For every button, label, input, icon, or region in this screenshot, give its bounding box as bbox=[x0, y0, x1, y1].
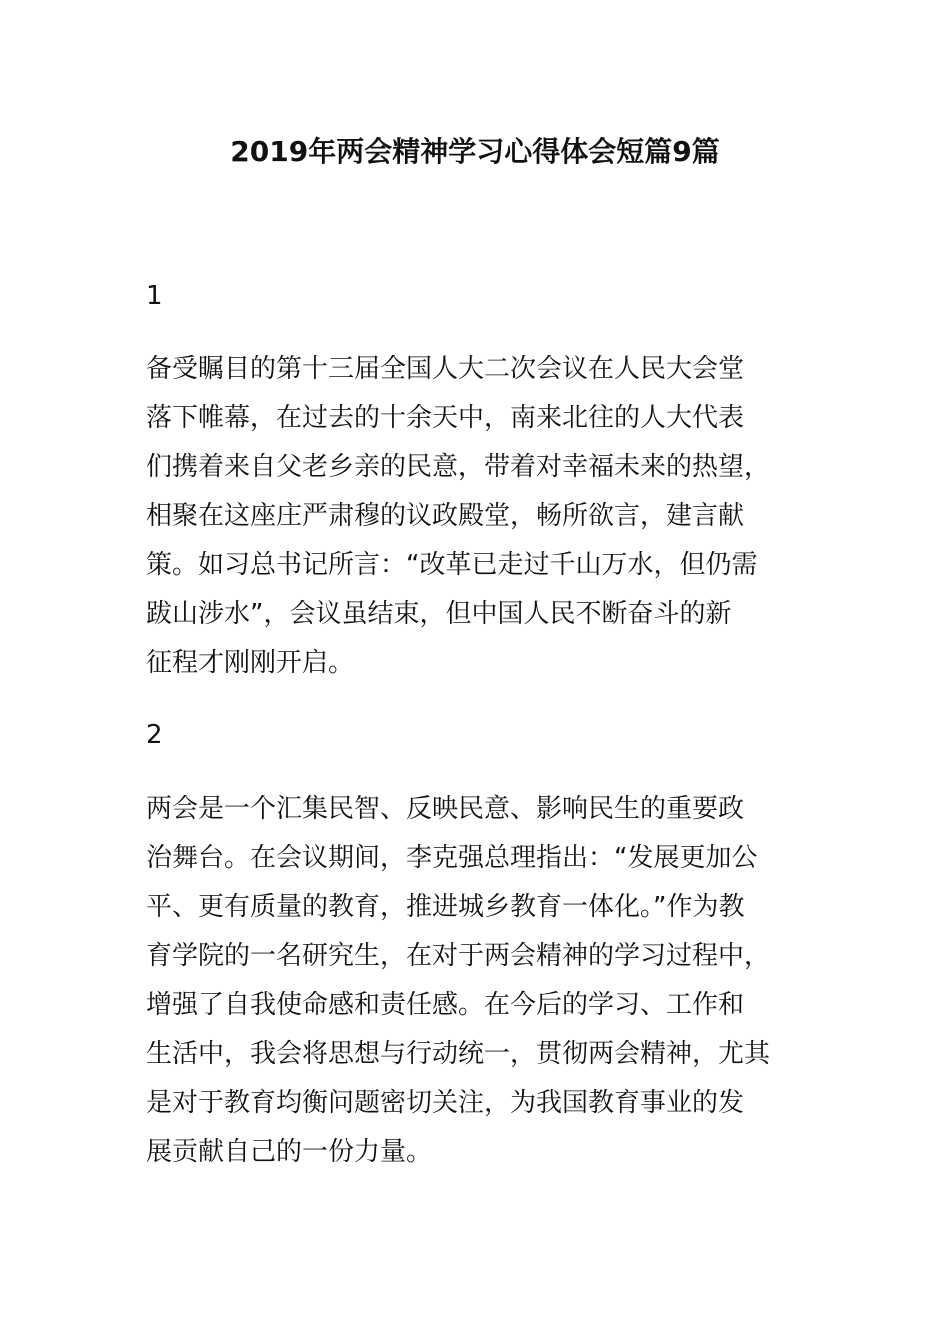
text-line: 两会是一个汇集民智、反映民意、影响民生的重要政 bbox=[146, 794, 745, 824]
section-number: 2 bbox=[146, 720, 163, 750]
text-line: 备受瞩目的第十三届全国人大二次会议在人民大会堂 bbox=[146, 354, 745, 384]
section-1-body bbox=[146, 345, 810, 688]
section-2-number-block bbox=[146, 715, 810, 755]
text-line: 平、更有质量的教育，推进城乡教育一体化。”作为教 bbox=[146, 892, 745, 922]
section-1-number-block bbox=[146, 276, 810, 316]
text-line: 们携着来自父老乡亲的民意，带着对幸福未来的热望， bbox=[146, 452, 771, 482]
text-line: 育学院的一名研究生，在对于两会精神的学习过程中， bbox=[146, 941, 771, 971]
text-line: 治舞台。在会议期间，李克强总理指出：“发展更加公 bbox=[146, 843, 758, 873]
text-line: 征程才刚刚开启。 bbox=[146, 648, 355, 678]
section-number: 1 bbox=[146, 281, 163, 311]
document-title: 2019年两会精神学习心得体会短篇9篇 bbox=[230, 135, 720, 168]
section-paragraph bbox=[146, 345, 810, 688]
text-line: 策。如习总书记所言：“改革已走过千山万水，但仍需 bbox=[146, 550, 758, 580]
text-line: 是对于教育均衡问题密切关注，为我国教育事业的发 bbox=[146, 1088, 745, 1118]
text-line: 展贡献自己的一份力量。 bbox=[146, 1137, 433, 1167]
text-line: 跋山涉水”，会议虽结束，但中国人民不断奋斗的新 bbox=[146, 599, 732, 629]
text-line: 增强了自我使命感和责任感。在今后的学习、工作和 bbox=[146, 990, 745, 1020]
text-line: 落下帷幕，在过去的十余天中，南来北往的人大代表 bbox=[146, 403, 745, 433]
section-2-body bbox=[146, 785, 810, 1177]
text-line: 生活中，我会将思想与行动统一，贯彻两会精神，尤其 bbox=[146, 1039, 771, 1069]
text-line: 相聚在这座庄严肃穆的议政殿堂，畅所欲言，建言献 bbox=[146, 501, 745, 531]
section-paragraph bbox=[146, 785, 810, 1177]
